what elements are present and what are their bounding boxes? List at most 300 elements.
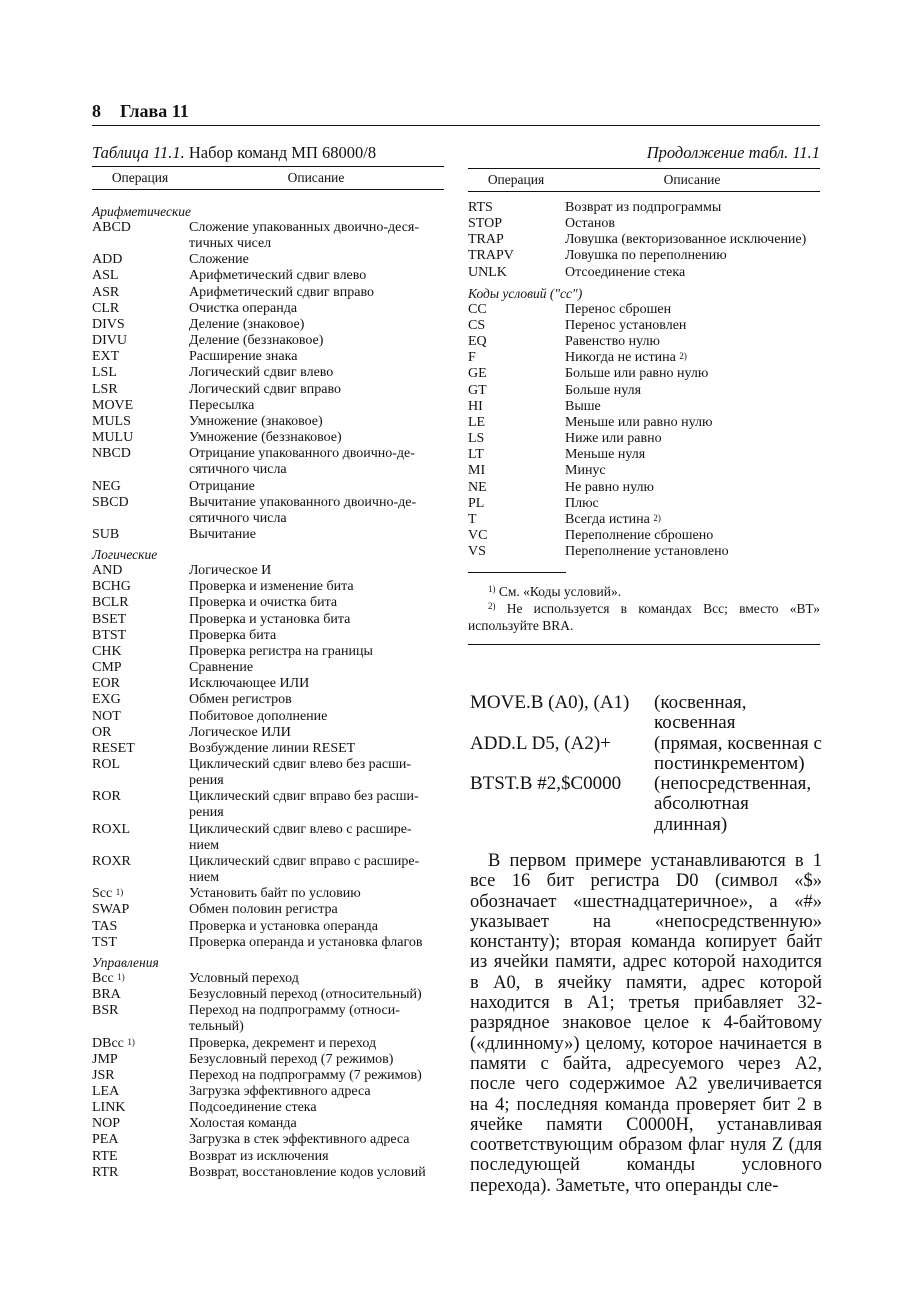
operation-code — [468, 265, 565, 281]
operation-code-text: OR — [92, 724, 112, 740]
table-row — [468, 248, 820, 264]
operation-code-text: DIVU — [92, 333, 127, 349]
table-row — [92, 644, 444, 660]
operation-description — [189, 789, 444, 821]
operation-code — [468, 248, 565, 264]
operation-description — [565, 334, 820, 350]
operation-description-text: Не равно нулю — [565, 479, 654, 495]
operation-code — [92, 333, 189, 349]
operation-code — [468, 232, 565, 248]
operation-description — [565, 496, 820, 512]
operation-description — [189, 612, 444, 628]
table-row — [468, 544, 820, 560]
operation-description-text: Больше нуля — [565, 382, 642, 398]
operation-code-text: RTR — [92, 1164, 119, 1180]
operation-code-text: PEA — [92, 1132, 119, 1148]
operation-description-text: Проверка, декремент и переход — [189, 1035, 377, 1051]
operation-description-text: Меньше нуля — [565, 447, 646, 463]
operation-code — [92, 854, 189, 886]
operation-description — [189, 1036, 444, 1052]
table-header — [92, 167, 444, 189]
operation-code — [92, 1100, 189, 1116]
left-table-body — [92, 204, 444, 1181]
operation-description — [565, 302, 820, 318]
table-caption-label: Таблица 11.1. — [92, 143, 185, 162]
operation-code-text: CMP — [92, 660, 122, 676]
operation-description-text: Переполнение установлено — [565, 544, 729, 560]
table-row — [92, 317, 444, 333]
example-code: ADD.L D5, (A2)+ — [470, 732, 611, 754]
operation-code-text: MI — [468, 463, 486, 479]
operation-code-text: AND — [92, 563, 123, 579]
operation-code-text: TRAP — [468, 232, 504, 248]
condition-codes-rows — [468, 302, 820, 561]
operation-description — [565, 528, 820, 544]
operation-description-text: Сложение упакованных двоично-деся- тичных чисел — [189, 220, 420, 252]
operation-code-text: LEA — [92, 1083, 120, 1099]
operation-code — [92, 579, 189, 595]
operation-code-text: ROR — [92, 789, 121, 805]
operation-code-text: EXT — [92, 349, 120, 365]
footnote-mark: 2) — [653, 512, 661, 523]
table-row — [92, 479, 444, 495]
operation-code-text: F — [468, 350, 476, 366]
operation-description — [565, 216, 820, 232]
operation-code — [92, 902, 189, 918]
table-row — [92, 365, 444, 381]
section-title: Логические — [92, 547, 158, 563]
operation-description-text: Проверка и изменение бита — [189, 579, 354, 595]
operation-code — [468, 431, 565, 447]
operation-description-text: Перенос установлен — [565, 317, 687, 333]
operation-description — [565, 200, 820, 216]
operation-code-text: ROL — [92, 757, 120, 772]
table-row — [92, 709, 444, 725]
table-row — [468, 399, 820, 415]
operation-description — [565, 248, 820, 264]
operation-description-text: Отрицание упакованного двоично-де- сятичного числа — [189, 446, 415, 478]
table-row — [92, 268, 444, 284]
operation-description-text: Возбуждение линии RESET — [189, 740, 356, 756]
operation-code-text: TAS — [92, 918, 118, 934]
operation-code-text: CS — [468, 317, 486, 333]
footnote-mark: 1) — [115, 887, 124, 898]
operation-description-text: Проверка и установка операнда — [189, 918, 379, 934]
operation-description-text: Сравнение — [189, 660, 254, 676]
operation-description — [189, 479, 444, 495]
operation-description — [189, 1003, 444, 1035]
operation-code — [92, 430, 189, 446]
operation-description-text: Никогда не истина — [565, 350, 676, 366]
table-row — [92, 1068, 444, 1084]
operation-description-text: Условный переход — [189, 970, 299, 986]
operation-code-text: DBcc — [92, 1035, 124, 1051]
operation-code-text: LS — [468, 431, 485, 447]
table-row — [92, 414, 444, 430]
operation-description-text: Пересылка — [189, 397, 255, 413]
operation-code-text: SUB — [92, 526, 120, 542]
operation-description — [189, 854, 444, 886]
operation-description — [189, 446, 444, 478]
operation-description — [565, 480, 820, 496]
table-row — [92, 430, 444, 446]
operation-description-text: Циклический сдвиг вправо с расшире- нием — [189, 853, 420, 886]
operation-description-text: Обмен половин регистра — [189, 902, 338, 918]
operation-code — [92, 268, 189, 284]
operation-description-text: Ловушка (векторизованное исключение) — [565, 232, 807, 248]
table-row — [468, 366, 820, 382]
operation-code-text: BCLR — [92, 595, 129, 611]
operation-code-text: SWAP — [92, 902, 130, 918]
operation-description-text: Расширение знака — [189, 349, 298, 365]
footnotes — [468, 583, 820, 634]
operation-description — [189, 1165, 444, 1181]
operation-code-text: SBCD — [92, 494, 129, 510]
table-row — [92, 935, 444, 951]
operation-code-text: BSET — [92, 611, 127, 627]
operation-code — [468, 415, 565, 431]
paragraph-text: В первом примере устанавливаются в 1 все 16 бит регистра D0 (символ «$» обозначает «шестнадцатеричное», а «#» указывает на «непосредственную» константу); вторая команда копирует байт из ячейки памяти, адрес которой находится в A0, в ячейку памяти, адрес которой находится в A1; третья прибавляет 32-разрядное знаковое целое к 4-байтовому («длинному») целому, которое начинается в памяти с байта, адресуемого через A2, после чего содержимое A2 увеличивается на 4; последняя команда проверяет бит 2 в ячейке памяти C0000H, устанавливая соответствующим образом флаг нуля Z (для последующей команды условного перехода). Заметьте, что операнды сле- — [470, 851, 822, 1196]
operation-description-text: Сложение — [189, 252, 249, 268]
operation-description — [189, 1068, 444, 1084]
operation-code — [92, 317, 189, 333]
operation-code-text: GE — [468, 366, 487, 382]
operation-code — [92, 987, 189, 1003]
operation-description — [189, 252, 444, 268]
operation-code — [92, 644, 189, 660]
operation-description-text: Исключающее ИЛИ — [189, 676, 310, 692]
footnote — [468, 600, 820, 634]
operation-description — [189, 660, 444, 676]
operation-description-text: Логический сдвиг вправо — [189, 381, 341, 397]
operation-description-text: Выше — [565, 398, 601, 414]
table-row — [92, 1003, 444, 1035]
table-row — [92, 676, 444, 692]
operation-description-text: Холостая команда — [189, 1116, 297, 1132]
table-row — [92, 725, 444, 741]
operation-description-text: Умножение (беззнаковое) — [189, 430, 342, 446]
table-row — [92, 382, 444, 398]
table-row — [468, 334, 820, 350]
operation-code-text: HI — [468, 398, 483, 414]
operation-description-text: Проверка бита — [189, 627, 277, 643]
operation-description-text: Арифметический сдвиг вправо — [189, 284, 374, 300]
operation-code-text: STOP — [468, 216, 502, 232]
table-row — [92, 902, 444, 918]
section-title: Арифметические — [92, 204, 192, 219]
operation-description-text: Переход на подпрограмму (7 режимов) — [189, 1067, 422, 1083]
operation-description-text: Вычитание — [189, 526, 256, 542]
operation-description-text: Безусловный переход (7 режимов) — [189, 1051, 394, 1067]
operation-description-text: Возврат из исключения — [189, 1148, 329, 1164]
table-row — [92, 446, 444, 478]
operation-description-text: Возврат из подпрограммы — [565, 200, 722, 215]
operation-code — [468, 216, 565, 232]
example-row — [470, 734, 822, 775]
operation-code — [468, 512, 565, 528]
operation-code — [92, 527, 189, 543]
operation-description — [189, 919, 444, 935]
table-row — [92, 1036, 444, 1052]
operation-code-text: LE — [468, 414, 486, 430]
operation-code-text: RTE — [92, 1148, 118, 1164]
table-row — [92, 1149, 444, 1165]
operation-code — [92, 595, 189, 611]
operation-description — [189, 220, 444, 252]
operation-code-text: ROXR — [92, 853, 131, 869]
operation-description — [565, 232, 820, 248]
operation-code-text: PL — [468, 495, 485, 511]
operation-description-text: Загрузка в стек эффективного адреса — [189, 1132, 410, 1148]
operation-code — [92, 612, 189, 628]
operation-code — [92, 971, 189, 987]
operation-code — [92, 628, 189, 644]
operation-description-text: Меньше или равно нулю — [565, 414, 713, 430]
operation-code — [468, 200, 565, 216]
operation-code-text: BSR — [92, 1003, 119, 1019]
operation-code-text: VC — [468, 527, 488, 543]
table-row — [92, 579, 444, 595]
continuation-caption: Продолжение табл. 11.1 — [646, 143, 820, 162]
table-row — [92, 886, 444, 902]
operation-code-text: DIVS — [92, 316, 125, 332]
operation-description-text: Проверка и установка бита — [189, 611, 351, 627]
operation-description — [189, 365, 444, 381]
operation-description — [189, 317, 444, 333]
table-row — [92, 987, 444, 1003]
table-row — [92, 1084, 444, 1100]
footnote-mark: 1) — [127, 1036, 135, 1047]
operation-description-text: Ловушка по переполнению — [565, 248, 727, 264]
operation-code — [92, 365, 189, 381]
example-row — [470, 693, 822, 734]
page-number: 8 — [92, 101, 101, 121]
operation-code — [468, 544, 565, 560]
example-description: (косвенная, косвенная — [654, 692, 747, 734]
operation-code — [92, 382, 189, 398]
operation-description-text: Больше или равно нулю — [565, 366, 709, 382]
page-header — [92, 101, 820, 127]
operation-description — [189, 301, 444, 317]
operation-code — [92, 919, 189, 935]
table-caption — [92, 143, 444, 163]
table-row — [92, 301, 444, 317]
operation-code — [92, 349, 189, 365]
table-row — [468, 265, 820, 281]
operation-description-text: Логическое ИЛИ — [189, 724, 291, 740]
operation-description — [189, 527, 444, 543]
operation-description — [565, 431, 820, 447]
operation-description-text: Проверка регистра на границы — [189, 643, 373, 659]
operation-code-text: NBCD — [92, 446, 131, 462]
table-row — [92, 1116, 444, 1132]
operation-code — [92, 1003, 189, 1035]
footnote-mark: 2) — [679, 351, 687, 362]
footnote-text: См. «Коды условий». — [498, 584, 622, 600]
operation-code — [92, 692, 189, 708]
operation-description — [189, 822, 444, 854]
operation-description — [189, 563, 444, 579]
operation-description-text: Плюс — [565, 495, 599, 511]
operation-code-text: JMP — [92, 1051, 118, 1067]
operation-code-text: BTST — [92, 627, 127, 643]
operation-code-text: CHK — [92, 643, 122, 659]
table-caption-title: Набор команд МП 68000/8 — [184, 143, 377, 162]
operation-description-text: Отрицание — [189, 478, 255, 494]
right-table — [468, 143, 820, 645]
operation-code — [92, 220, 189, 252]
operation-description — [189, 935, 444, 951]
operation-description-text: Умножение (знаковое) — [189, 413, 323, 429]
operation-description — [565, 318, 820, 334]
operation-description — [189, 709, 444, 725]
operation-code-text: Bcc — [92, 970, 114, 986]
table-row — [92, 919, 444, 935]
operation-code — [92, 886, 189, 902]
operation-description-text: Циклический сдвиг влево без расши- рения — [189, 757, 412, 789]
operation-description-text: Циклический сдвиг вправо без расши- рения — [189, 789, 419, 821]
table-row — [92, 789, 444, 821]
operation-description — [189, 349, 444, 365]
footnote-mark: 2) — [488, 601, 496, 612]
operation-description-text: Отсоединение стека — [565, 264, 686, 280]
operation-code-text: TST — [92, 934, 117, 950]
body-paragraph — [470, 851, 822, 1196]
operation-description — [189, 1084, 444, 1100]
operation-code-text: NOP — [92, 1116, 121, 1132]
operation-code-text: LSR — [92, 381, 118, 397]
table-row — [92, 692, 444, 708]
section-title-condition-codes: Коды условий ("сс") — [468, 285, 583, 301]
operation-description-text: Подсоединение стека — [189, 1100, 317, 1116]
col-header-description: Описание — [287, 170, 345, 185]
operation-code-text: RTS — [468, 200, 493, 215]
table-row — [468, 480, 820, 496]
code-examples — [470, 693, 822, 835]
right-table-top-rows — [468, 200, 820, 281]
table-row — [468, 302, 820, 318]
operation-description-text: Деление (знаковое) — [189, 316, 305, 332]
operation-code — [92, 935, 189, 951]
example-description: (прямая, косвенная с постинкрементом) — [654, 732, 822, 774]
operation-code — [92, 1132, 189, 1148]
operation-code-text: CLR — [92, 300, 120, 316]
operation-code — [468, 302, 565, 318]
table-header — [468, 169, 820, 191]
table-row — [92, 612, 444, 628]
operation-description — [189, 382, 444, 398]
operation-code-text: MULS — [92, 413, 131, 429]
operation-code — [92, 414, 189, 430]
operation-description — [189, 757, 444, 789]
table-row — [92, 349, 444, 365]
operation-description-text: Проверка и очистка бита — [189, 595, 338, 611]
table-row — [92, 660, 444, 676]
operation-description — [189, 495, 444, 527]
operation-description — [189, 1116, 444, 1132]
operation-description-text: Деление (беззнаковое) — [189, 333, 324, 349]
operation-code-text: LT — [468, 447, 484, 463]
operation-description — [189, 285, 444, 301]
operation-description — [565, 265, 820, 281]
operation-description — [565, 366, 820, 382]
col-header-operation: Операция — [487, 172, 545, 187]
operation-code-text: JSR — [92, 1067, 115, 1083]
table-row — [92, 527, 444, 543]
operation-description — [189, 1100, 444, 1116]
example-row — [470, 774, 822, 835]
table-row — [468, 512, 820, 528]
operation-code — [92, 1165, 189, 1181]
table-row — [92, 563, 444, 579]
footnote-mark: 1) — [488, 584, 496, 595]
operation-code — [468, 496, 565, 512]
operation-code-text: EQ — [468, 334, 487, 350]
operation-code-text: GT — [468, 382, 487, 398]
operation-code-text: MULU — [92, 430, 134, 446]
operation-code — [468, 447, 565, 463]
operation-code — [468, 334, 565, 350]
operation-description — [565, 447, 820, 463]
operation-description — [189, 644, 444, 660]
col-header-description: Описание — [663, 172, 721, 187]
table-row — [468, 447, 820, 463]
operation-description — [189, 430, 444, 446]
operation-description-text: Перенос сброшен — [565, 301, 672, 317]
operation-code — [468, 463, 565, 479]
operation-code-text: UNLK — [468, 264, 507, 280]
operation-code — [468, 528, 565, 544]
operation-code — [92, 1068, 189, 1084]
operation-description — [189, 628, 444, 644]
operation-description-text: Минус — [565, 463, 606, 479]
operation-description — [189, 886, 444, 902]
operation-code-text: RESET — [92, 740, 135, 756]
operation-description-text: Безусловный переход (относительный) — [189, 987, 422, 1003]
table-row — [468, 496, 820, 512]
operation-description — [189, 692, 444, 708]
table-row — [92, 628, 444, 644]
operation-code — [468, 383, 565, 399]
table-row — [92, 822, 444, 854]
operation-description — [565, 399, 820, 415]
operation-code — [92, 676, 189, 692]
operation-code-text: ASR — [92, 284, 120, 300]
operation-description-text: Логический сдвиг влево — [189, 365, 334, 381]
table-bottom-rule — [468, 644, 820, 645]
table-row — [92, 495, 444, 527]
operation-code — [92, 1116, 189, 1132]
operation-description-text: Переход на подпрограмму (относи- тельный) — [189, 1003, 400, 1035]
table-row — [92, 595, 444, 611]
operation-description-text: Равенство нулю — [565, 334, 660, 350]
table-row — [92, 1132, 444, 1148]
operation-description — [189, 676, 444, 692]
operation-code-text: VS — [468, 544, 486, 560]
operation-code — [92, 1052, 189, 1068]
operation-code — [92, 741, 189, 757]
operation-description — [189, 268, 444, 284]
operation-description-text: Очистка операнда — [189, 300, 298, 316]
example-code: BTST.B #2,$C0000 — [470, 773, 622, 795]
operation-description — [565, 350, 820, 366]
operation-code-text: TRAPV — [468, 248, 514, 264]
operation-code-text: BRA — [92, 987, 121, 1003]
operation-code — [92, 301, 189, 317]
operation-description — [565, 463, 820, 479]
chapter-title: Глава 11 — [120, 101, 189, 121]
section-title: Управления — [92, 954, 159, 970]
